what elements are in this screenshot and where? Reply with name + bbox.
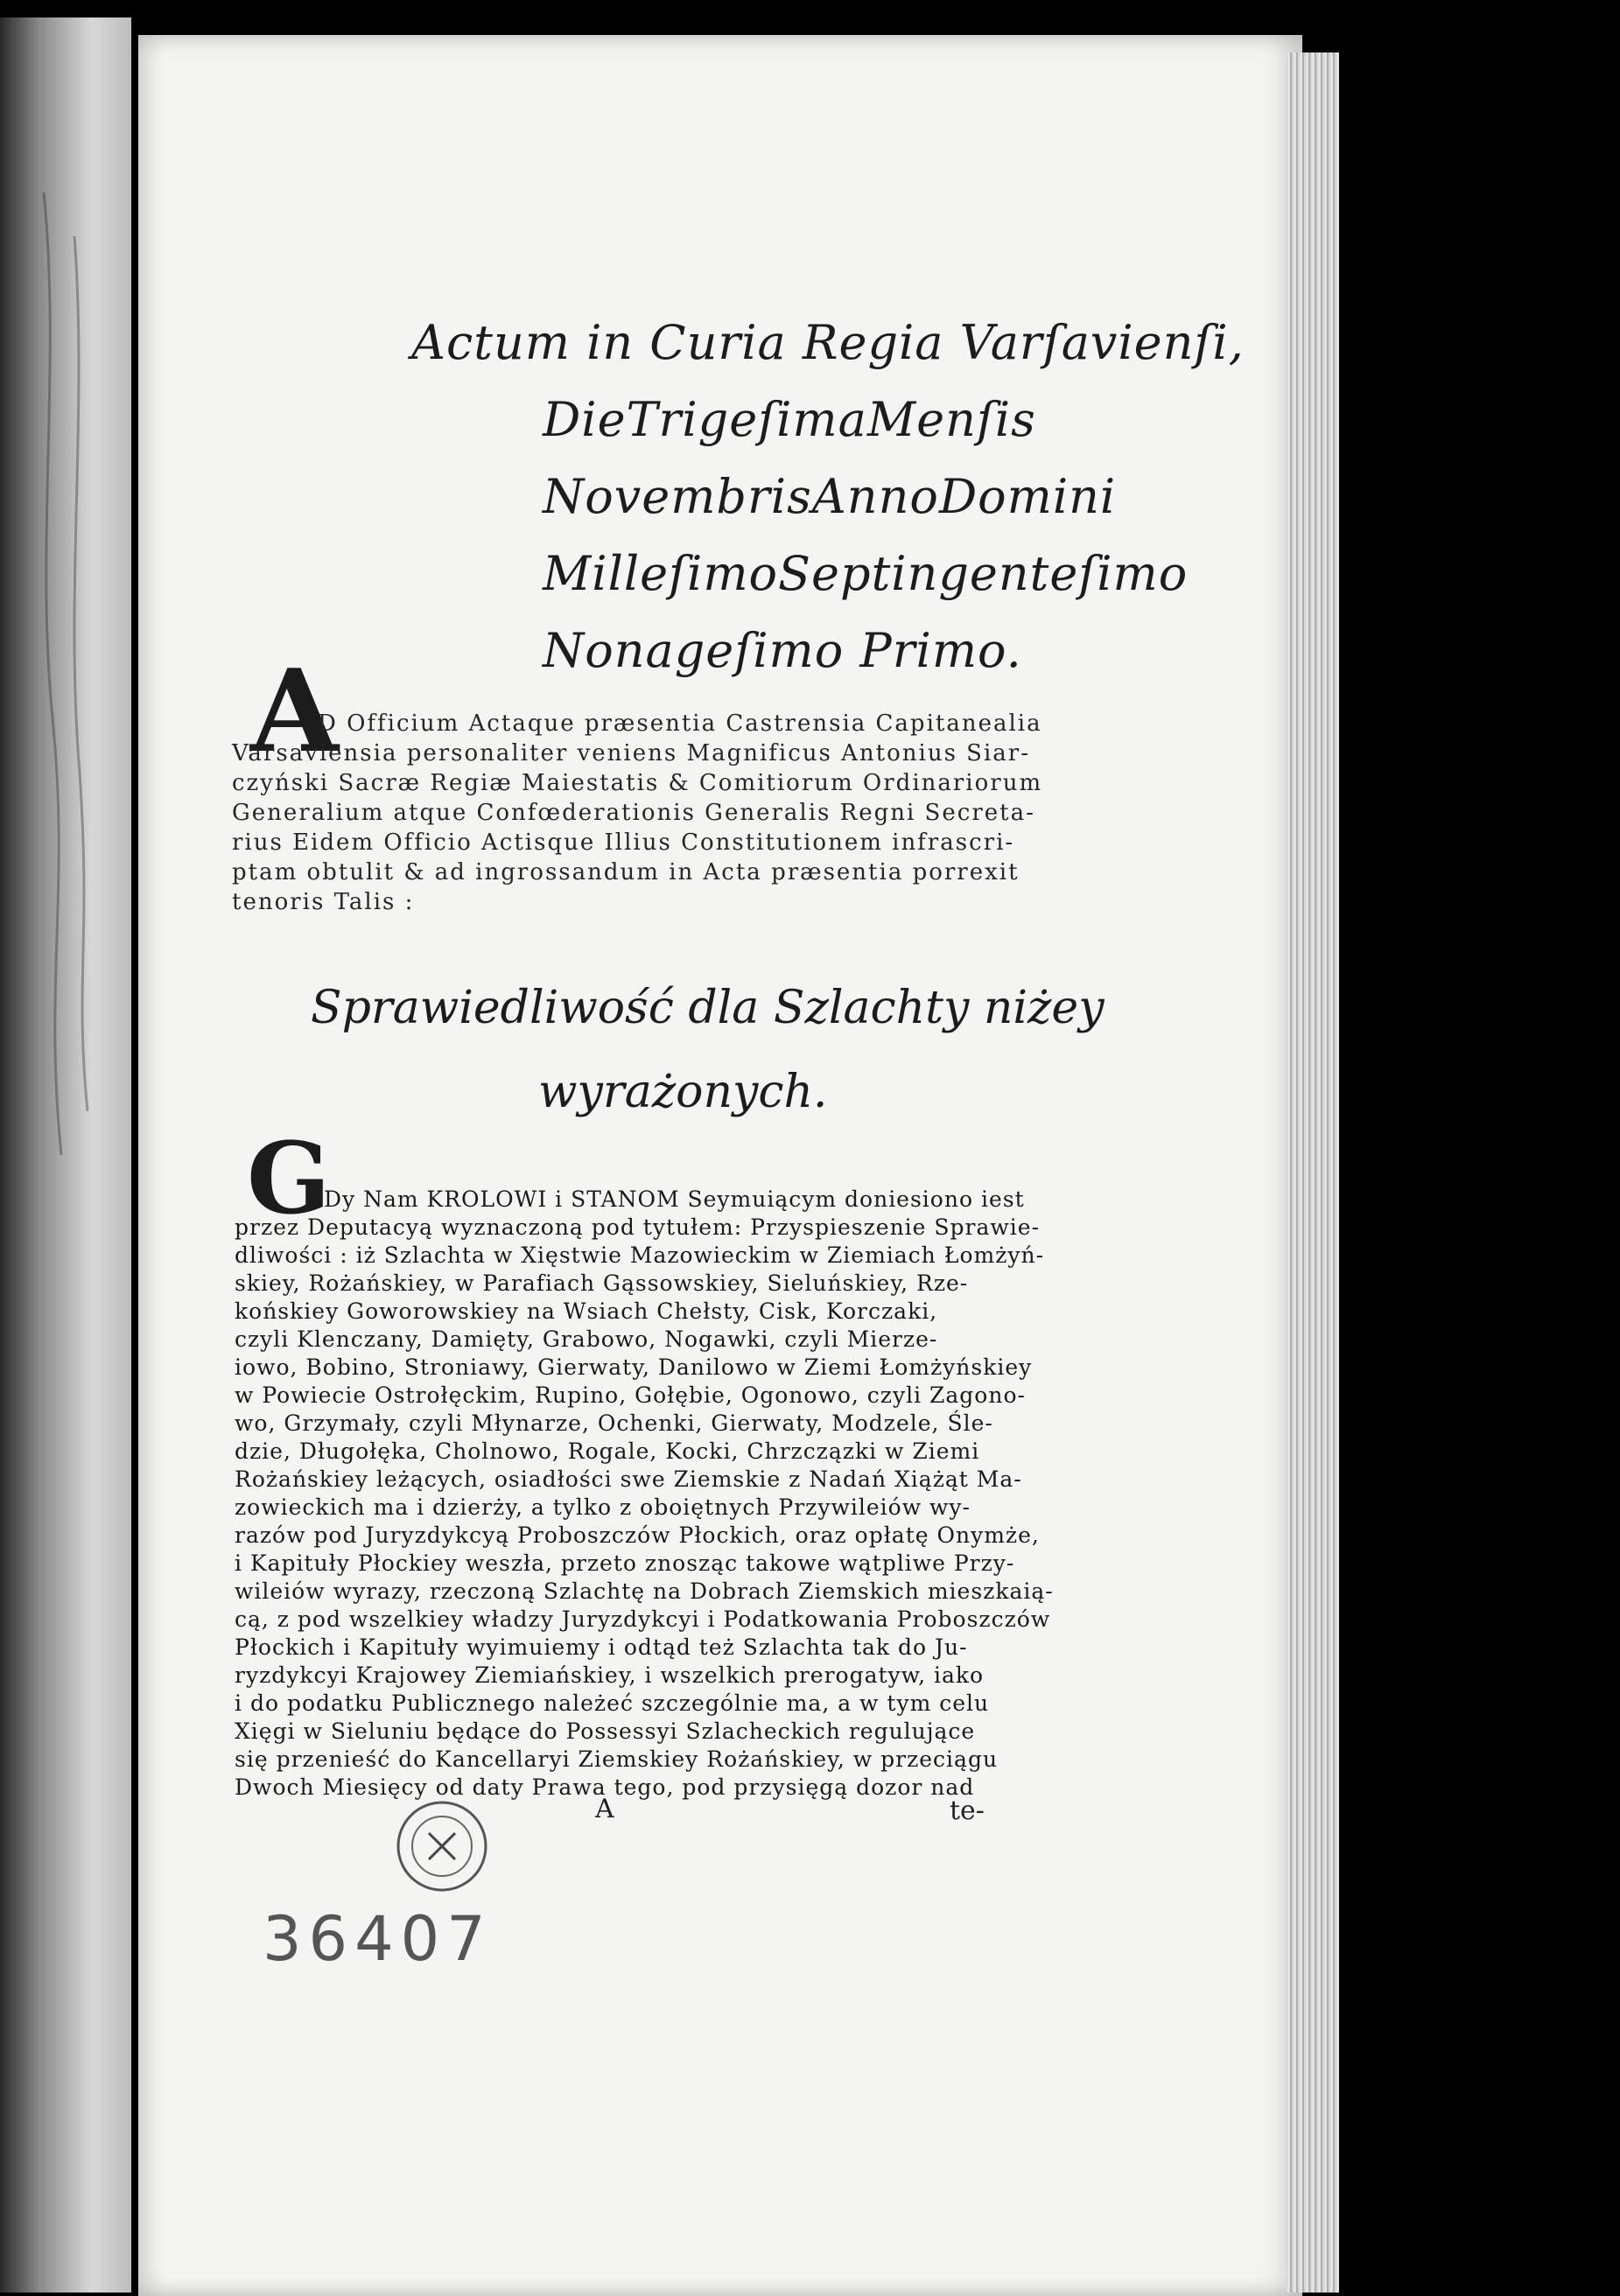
decree-line: dliwości : iż Szlachta w Xięstwie Mazowieckim w Ziemiach Łomżyń- (235, 1242, 1045, 1268)
decree-line: cą, z pod wszelkiey władzy Juryzdykcyi i Podatkowania Proboszczów (235, 1606, 1051, 1632)
intro-line: rius Eidem Officio Actisque Illius Constitutionem infrascri- (232, 830, 1015, 856)
decree-line: ryzdykcyi Krajowey Ziemiańskiey, i wszelkich prerogatyw, iako (235, 1662, 985, 1688)
intro-line: Varsaviensia personaliter veniens Magnificus Antonius Siar- (232, 740, 1031, 766)
decree-line: się przenieść do Kancellaryi Ziemskiey Rożańskiey, w przeciągu (235, 1746, 999, 1772)
decree-line: Dy Nam KROLOWI i STANOM Seymuiącym doniesiono iest (324, 1186, 1025, 1212)
decree-line: w Powiecie Ostrołęckim, Rupino, Gołębie, Ogonowo, czyli Zagono- (235, 1382, 1026, 1408)
shelfmark-number: 36407 (263, 1903, 493, 1975)
intro-line: D Officium Actaque præsentia Castrensia Capitanealia (318, 710, 1042, 737)
subheading-line-1: Sprawiedliwość dla Szlachty niżey (311, 982, 1105, 1034)
decree-line: zowieckich ma i dzierży, a tylko z oboiętnych Przywileiów wy- (235, 1494, 971, 1520)
drop-cap-a: A (250, 644, 339, 778)
decree-line: przez Deputacyą wyznaczoną pod tytułem: Przyspieszenie Sprawie- (235, 1214, 1041, 1240)
heading-line-2: Die Trigeſima Menſis (543, 392, 1036, 447)
decree-line: dzie, Długołęka, Cholnowo, Rogale, Kocki, Chrzczązki w Ziemi (235, 1438, 980, 1464)
heading-line-1: Actum in Curia Regia Varſavienſi, (411, 315, 1245, 370)
intro-line: czyński Sacræ Regiæ Maiestatis & Comitiorum Ordinariorum (232, 770, 1043, 796)
decree-line: Rożańskiey leżących, osiadłości swe Ziemskie z Nadań Xiążąt Ma- (235, 1466, 1022, 1492)
drop-cap-g: G (247, 1122, 331, 1236)
decree-line: wileiów wyrazy, rzeczoną Szlachtę na Dobrach Ziemskich mieszkaią- (235, 1578, 1054, 1604)
catchword: te- (950, 1796, 985, 1826)
decree-line: wo, Grzymały, czyli Młynarze, Ochenki, Gierwaty, Modzele, Śle- (235, 1410, 993, 1436)
decree-line: razów pod Juryzdykcyą Proboszczów Płockich, oraz opłatę Onymże, (235, 1522, 1040, 1548)
decree-line: końskiey Goworowskiey na Wsiach Chełsty, Cisk, Korczaki, (235, 1298, 938, 1324)
subheading-line-2: wyrażonych. (538, 1066, 828, 1118)
decree-line: iowo, Bobino, Stroniawy, Gierwaty, Danilowo w Ziemi Łomżyńskiey (235, 1354, 1033, 1380)
intro-line: Generalium atque Confœderationis Generalis Regni Secreta- (232, 800, 1035, 826)
intro-line: tenoris Talis : (232, 889, 415, 915)
decree-line: Płockich i Kapituły wyimuiemy i odtąd też Szlachta tak do Ju- (235, 1634, 968, 1660)
decree-line: i Kapituły Płockiey weszła, przeto znosząc takowe wątpliwe Przy- (235, 1550, 1015, 1576)
decree-line: czyli Klenczany, Damięty, Grabowo, Nogawki, czyli Mierze- (235, 1326, 938, 1352)
decree-line: Dwoch Miesięcy od daty Prawa tego, pod przysięgą dozor nad (235, 1774, 975, 1800)
decree-line: Xięgi w Sieluniu będące do Possessyi Szlacheckich regulujące (235, 1718, 976, 1744)
heading-line-5: Nonageſimo Primo. (543, 623, 1022, 678)
decree-line: skiey, Rożańskiey, w Parafiach Gąssowskiey, Sieluńskiey, Rze- (235, 1270, 969, 1296)
signature-mark: A (595, 1794, 614, 1824)
decree-line: i do podatku Publicznego należeć szczególnie ma, a w tym celu (235, 1690, 990, 1716)
library-stamp-graphic (394, 1798, 490, 1894)
heading-line-3: Novembris Anno Domini (543, 469, 1117, 524)
intro-line: ptam obtulit & ad ingrossandum in Acta præsentia porrexit (232, 859, 1020, 886)
heading-line-4: Milleſimo Septingenteſimo (543, 546, 1189, 601)
